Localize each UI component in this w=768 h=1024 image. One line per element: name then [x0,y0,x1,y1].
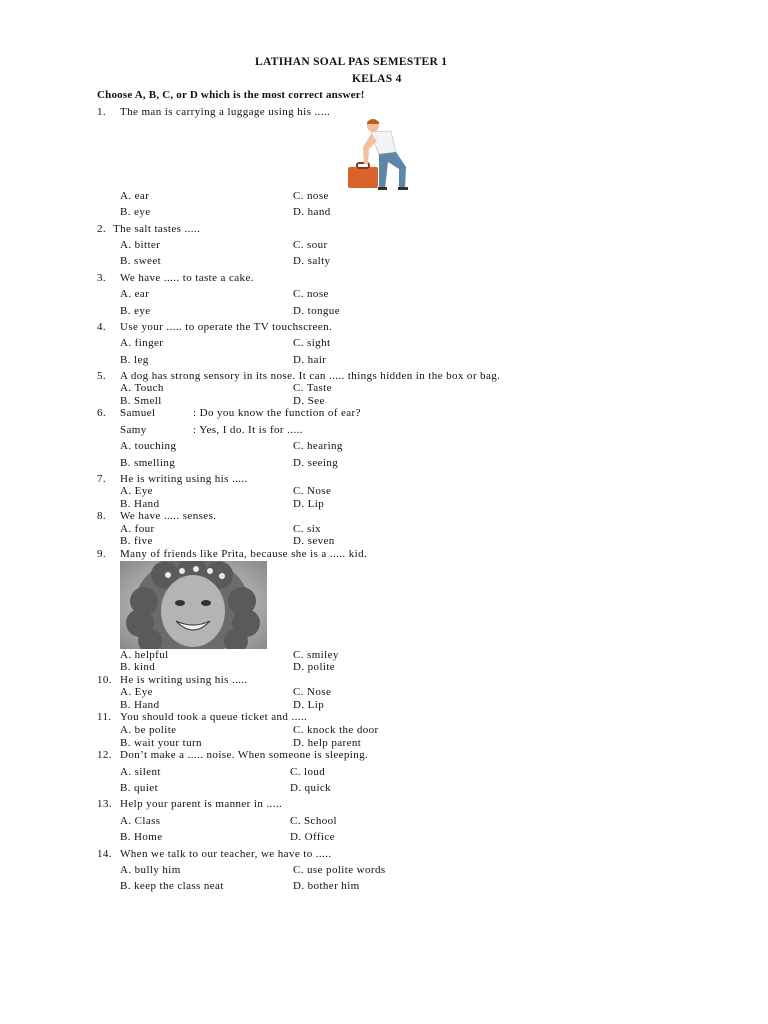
question-number: 11. [97,711,112,723]
question-text: Use your ..... to operate the TV touchscreen. [120,321,333,333]
dialogue-line: : Do you know the function of ear? [193,407,361,419]
option-b[interactable]: B. Hand [120,699,160,711]
option-c[interactable]: C. Nose [293,485,332,497]
option-b[interactable]: B. Home [120,831,163,843]
question-number: 9. [97,548,107,560]
option-b[interactable]: B. Hand [120,498,160,510]
option-d[interactable]: D. polite [293,661,336,673]
option-b[interactable]: B. smelling [120,457,176,469]
option-d[interactable]: D. help parent [293,737,362,749]
question-number: 13. [97,798,112,810]
question-text: We have ..... to taste a cake. [120,272,254,284]
option-c[interactable]: C. Taste [293,382,332,394]
question-number: 6. [97,407,107,419]
question-text: When we talk to our teacher, we have to ..... [120,848,332,860]
option-d[interactable]: D. quick [290,782,332,794]
option-b[interactable]: B. leg [120,354,149,366]
option-d[interactable]: D. Lip [293,699,325,711]
question-text: Many of friends like Prita, because she is a ..... kid. [120,548,368,560]
question-number: 12. [97,749,112,761]
question-text: You should took a queue ticket and ..... [120,711,308,723]
option-a[interactable]: A. Eye [120,485,153,497]
option-d[interactable]: D. salty [293,255,331,267]
option-a[interactable]: A. Eye [120,686,153,698]
option-d[interactable]: D. Office [290,831,335,843]
option-a[interactable]: A. Class [120,815,161,827]
option-c[interactable]: C. hearing [293,440,343,452]
option-c[interactable]: C. knock the door [293,724,379,736]
dialogue-speaker: Samuel [120,407,156,419]
dialogue-line: : Yes, I do. It is for ..... [193,424,303,436]
dialogue-speaker: Samy [120,424,147,436]
question-text: He is writing using his ..... [120,473,248,485]
question-text: He is writing using his ..... [120,674,248,686]
option-a[interactable]: A. bitter [120,239,161,251]
question-number: 3. [97,272,107,284]
question-text: A dog has strong sensory in its nose. It can ..... things hidden in the box or bag. [120,370,501,382]
option-d[interactable]: D. tongue [293,305,340,317]
option-a[interactable]: A. helpful [120,649,169,661]
option-d[interactable]: D. seeing [293,457,339,469]
option-b[interactable]: B. kind [120,661,156,673]
option-c[interactable]: C. School [290,815,337,827]
option-b[interactable]: B. keep the class neat [120,880,224,892]
option-a[interactable]: A. finger [120,337,164,349]
option-b[interactable]: B. wait your turn [120,737,202,749]
option-b[interactable]: B. quiet [120,782,159,794]
option-d[interactable]: D. Lip [293,498,325,510]
question-number: 4. [97,321,107,333]
option-d[interactable]: D. bother him [293,880,360,892]
option-c[interactable]: C. sight [293,337,331,349]
option-b[interactable]: B. sweet [120,255,162,267]
option-c[interactable]: C. nose [293,288,329,300]
option-c[interactable]: C. smiley [293,649,339,661]
question-text: We have ..... senses. [120,510,217,522]
question-number: 10. [97,674,112,686]
question-text: Don’t make a ..... noise. When someone is sleeping. [120,749,369,761]
option-a[interactable]: A. bully him [120,864,181,876]
option-c[interactable]: C. Nose [293,686,332,698]
smiling-girl-photo [120,561,267,649]
option-d[interactable]: D. seven [293,535,335,547]
option-b[interactable]: B. Smell [120,395,162,407]
option-a[interactable]: A. be polite [120,724,177,736]
option-c[interactable]: C. sour [293,239,328,251]
option-b[interactable]: B. eye [120,206,151,218]
option-c[interactable]: C. nose [293,190,329,202]
instruction: Choose A, B, C, or D which is the most correct answer! [97,89,365,101]
question-number: 2. [97,223,107,235]
option-d[interactable]: D. hair [293,354,327,366]
man-carrying-suitcase-image [344,117,426,191]
option-a[interactable]: A. silent [120,766,161,778]
option-d[interactable]: D. hand [293,206,331,218]
question-text: The man is carrying a luggage using his ..... [120,106,331,118]
question-number: 5. [97,370,107,382]
question-text: The salt tastes ..... [113,223,201,235]
option-d[interactable]: D. See [293,395,325,407]
option-a[interactable]: A. touching [120,440,177,452]
question-number: 7. [97,473,107,485]
option-a[interactable]: A. four [120,523,155,535]
class-label: KELAS 4 [352,73,402,85]
option-c[interactable]: C. use polite words [293,864,386,876]
option-a[interactable]: A. ear [120,190,150,202]
question-number: 8. [97,510,107,522]
option-a[interactable]: A. ear [120,288,150,300]
option-c[interactable]: C. six [293,523,322,535]
option-c[interactable]: C. loud [290,766,326,778]
option-a[interactable]: A. Touch [120,382,164,394]
question-number: 1. [97,106,107,118]
option-b[interactable]: B. five [120,535,153,547]
option-b[interactable]: B. eye [120,305,151,317]
question-number: 14. [97,848,112,860]
question-text: Help your parent is manner in ..... [120,798,283,810]
page-title: LATIHAN SOAL PAS SEMESTER 1 [255,56,448,68]
